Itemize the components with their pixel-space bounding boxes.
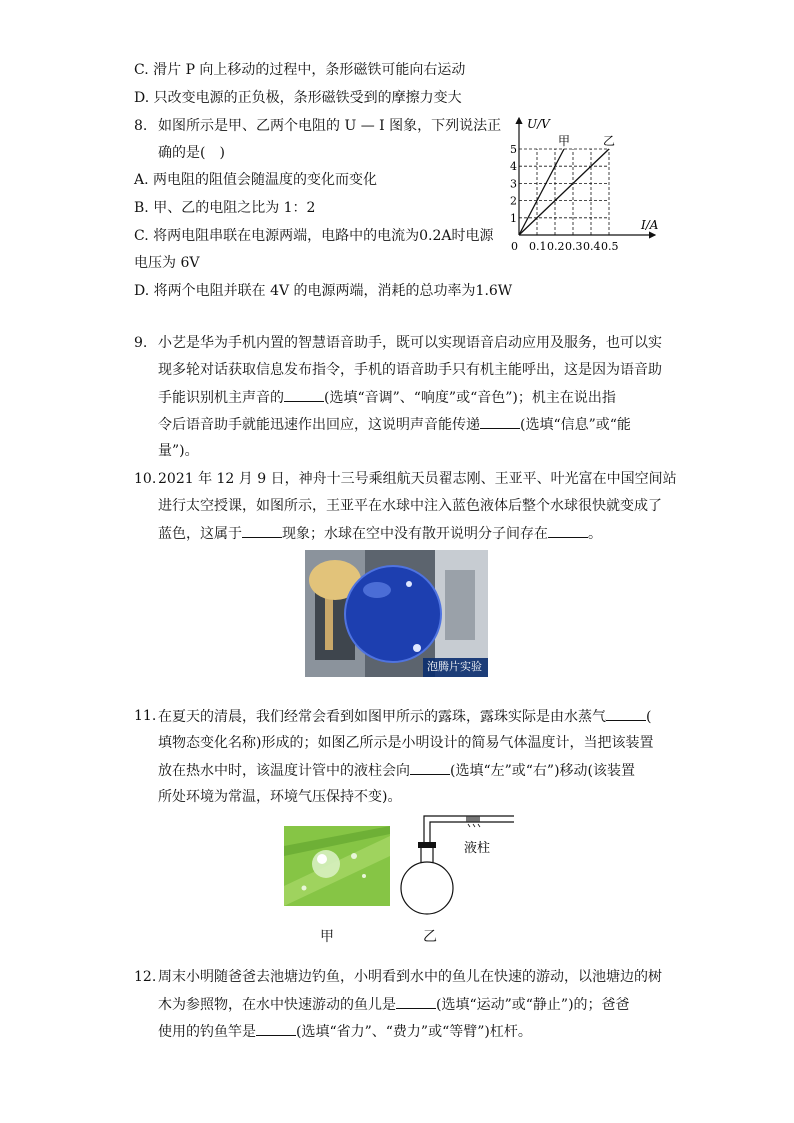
flask-bulb	[401, 862, 453, 914]
chart-ticks	[510, 143, 619, 253]
flask-neck	[421, 846, 433, 863]
q9-line1: 小艺是华为手机内置的智慧语音助手，既可以实现语音启动应用及服务，也可以实	[158, 335, 662, 351]
q11-answer-blank-1[interactable]	[606, 706, 646, 721]
q8-number: 8.	[134, 118, 148, 134]
q9-line4-pre: 令后语音助手就能迅速作出回应，这说明声音能传递	[158, 417, 480, 433]
q12-line1: 周末小明随爸爸去池塘边钓鱼，小明看到水中的鱼儿在快速的游动，以池塘边的树	[158, 969, 662, 985]
q10-line2: 进行太空授课，如图所示，王亚平在水球中注入蓝色液体后整个水球很快就变成了	[158, 498, 662, 514]
q9-answer-blank-2[interactable]	[480, 414, 520, 429]
liquid-column-marks	[468, 824, 480, 827]
y-axis-label: U/V	[527, 117, 550, 131]
photo-caption: 泡腾片实验	[427, 660, 482, 673]
q12-number: 12.	[134, 969, 157, 985]
x-tick-label-5: 0.5	[601, 240, 619, 253]
q11-line1-pre: 在夏天的清晨，我们经常会看到如图甲所示的露珠，露珠实际是由水蒸气	[158, 709, 606, 725]
q8-option-c-line1: C. 将两电阻串联在电源两端，电路中的电流为0.2A时电源	[134, 228, 494, 244]
y-tick-label-3: 3	[510, 177, 517, 191]
q8-option-c-line2: 电压为 6V	[134, 255, 200, 271]
q8-option-d: D. 将两个电阻并联在 4V 的电源两端，消耗的总功率为1.6W	[134, 283, 513, 299]
figure-jia-label: 甲	[320, 929, 334, 945]
figure-yi-label: 乙	[423, 929, 437, 945]
q10-line3-post: 。	[588, 526, 602, 542]
series-line-1	[519, 149, 564, 235]
series-line-2	[519, 149, 609, 235]
q11-line1-post: (	[646, 709, 652, 725]
x-tick-label-3: 0.3	[565, 240, 583, 253]
q10-line3-mid: 现象；水球在空中没有散开说明分子间存在	[282, 526, 548, 542]
u-i-graph	[505, 112, 665, 262]
q9-line3-pre: 手能识别机主声音的	[158, 390, 284, 406]
chart-series-labels	[558, 134, 615, 148]
y-tick-label-1: 1	[510, 211, 517, 225]
q7-option-c: C. 滑片 P 向上移动的过程中，条形磁铁可能向右运动	[134, 62, 466, 78]
x-tick-label-4: 0.4	[583, 240, 601, 253]
space-class-photo	[305, 550, 488, 677]
q9-line2: 现多轮对话获取信息发布指令，手机的语音助手只有机主能呼出，这是因为语音助	[158, 362, 662, 378]
q11-line3	[158, 760, 635, 781]
q9-line4-post: (选填“信息”或“能	[520, 417, 631, 433]
y-tick-label-5: 5	[510, 143, 517, 156]
q9-number: 9.	[134, 335, 148, 351]
origin-label: 0	[511, 240, 518, 253]
q9-line5: 量”)。	[158, 443, 199, 459]
q8-option-b: B. 甲、乙的电阻之比为 1：2	[134, 200, 316, 216]
liquid-column	[466, 817, 480, 822]
q12-line3-pre: 使用的钓鱼竿是	[158, 1024, 256, 1040]
q11-number: 11.	[134, 708, 157, 724]
series-label-1: 甲	[558, 134, 571, 148]
y-tick-label-2: 2	[510, 194, 517, 208]
q10-line3-pre: 蓝色，这属于	[158, 526, 242, 542]
q12-answer-blank-2[interactable]	[256, 1021, 296, 1036]
q11-line2: 填物态变化名称)形成的；如图乙所示是小明设计的简易气体温度计，当把该装置	[158, 735, 654, 751]
y-tick-label-4: 4	[510, 160, 517, 174]
q10-number: 10.	[134, 471, 157, 487]
q10-answer-blank-1[interactable]	[242, 523, 282, 538]
x-axis-label: I/A	[641, 218, 659, 232]
q11-line3-post: (选填“左”或“右”)移动(该装置	[450, 763, 636, 779]
q9-line3-post: (选填“音调”、“响度”或“音色”)；机主在说出指	[324, 390, 616, 406]
q12-answer-blank-1[interactable]	[396, 994, 436, 1009]
q8-option-a: A. 两电阻的阻值会随温度的变化而变化	[134, 172, 378, 188]
liquid-column-label: 液柱	[464, 841, 491, 856]
q10-answer-blank-2[interactable]	[548, 523, 588, 538]
q7-option-d: D. 只改变电源的正负极，条形磁铁受到的摩擦力变大	[134, 90, 462, 106]
q10-line1: 2021 年 12 月 9 日，神舟十三号乘组航天员翟志刚、王亚平、叶光富在中国空间站	[158, 471, 677, 487]
q11-answer-blank-2[interactable]	[410, 760, 450, 775]
q8-stem-line1: 如图所示是甲、乙两个电阻的 U — I 图象，下列说法正	[158, 118, 502, 134]
q12-line3	[158, 1021, 532, 1042]
q9-line3	[158, 387, 616, 408]
q12-line2	[158, 994, 630, 1015]
flask-stopper	[418, 842, 436, 848]
series-label-2: 乙	[603, 134, 616, 148]
q9-line4	[158, 414, 631, 435]
x-tick-label-2: 0.2	[547, 240, 565, 253]
q11-line1	[158, 706, 651, 727]
q12-line3-post: (选填“省力”、“费力”或“等臂”)杠杆。	[296, 1024, 532, 1040]
q10-line3	[158, 523, 602, 544]
chart-series	[519, 149, 609, 235]
q11-line4: 所处环境为常温，环境气压保持不变)。	[158, 789, 402, 805]
q12-line2-post: (选填“运动”或“静止”)的；爸爸	[436, 997, 630, 1013]
q9-answer-blank-1[interactable]	[284, 387, 324, 402]
dew-drop-photo	[284, 826, 390, 906]
q11-line3-pre: 放在热水中时，该温度计管中的液柱会向	[158, 763, 410, 779]
q8-stem-line2: 确的是( )	[158, 145, 225, 161]
x-tick-label-1: 0.1	[529, 240, 547, 253]
q12-line2-pre: 木为参照物，在水中快速游动的鱼儿是	[158, 997, 396, 1013]
gas-thermometer-diagram	[396, 810, 521, 920]
